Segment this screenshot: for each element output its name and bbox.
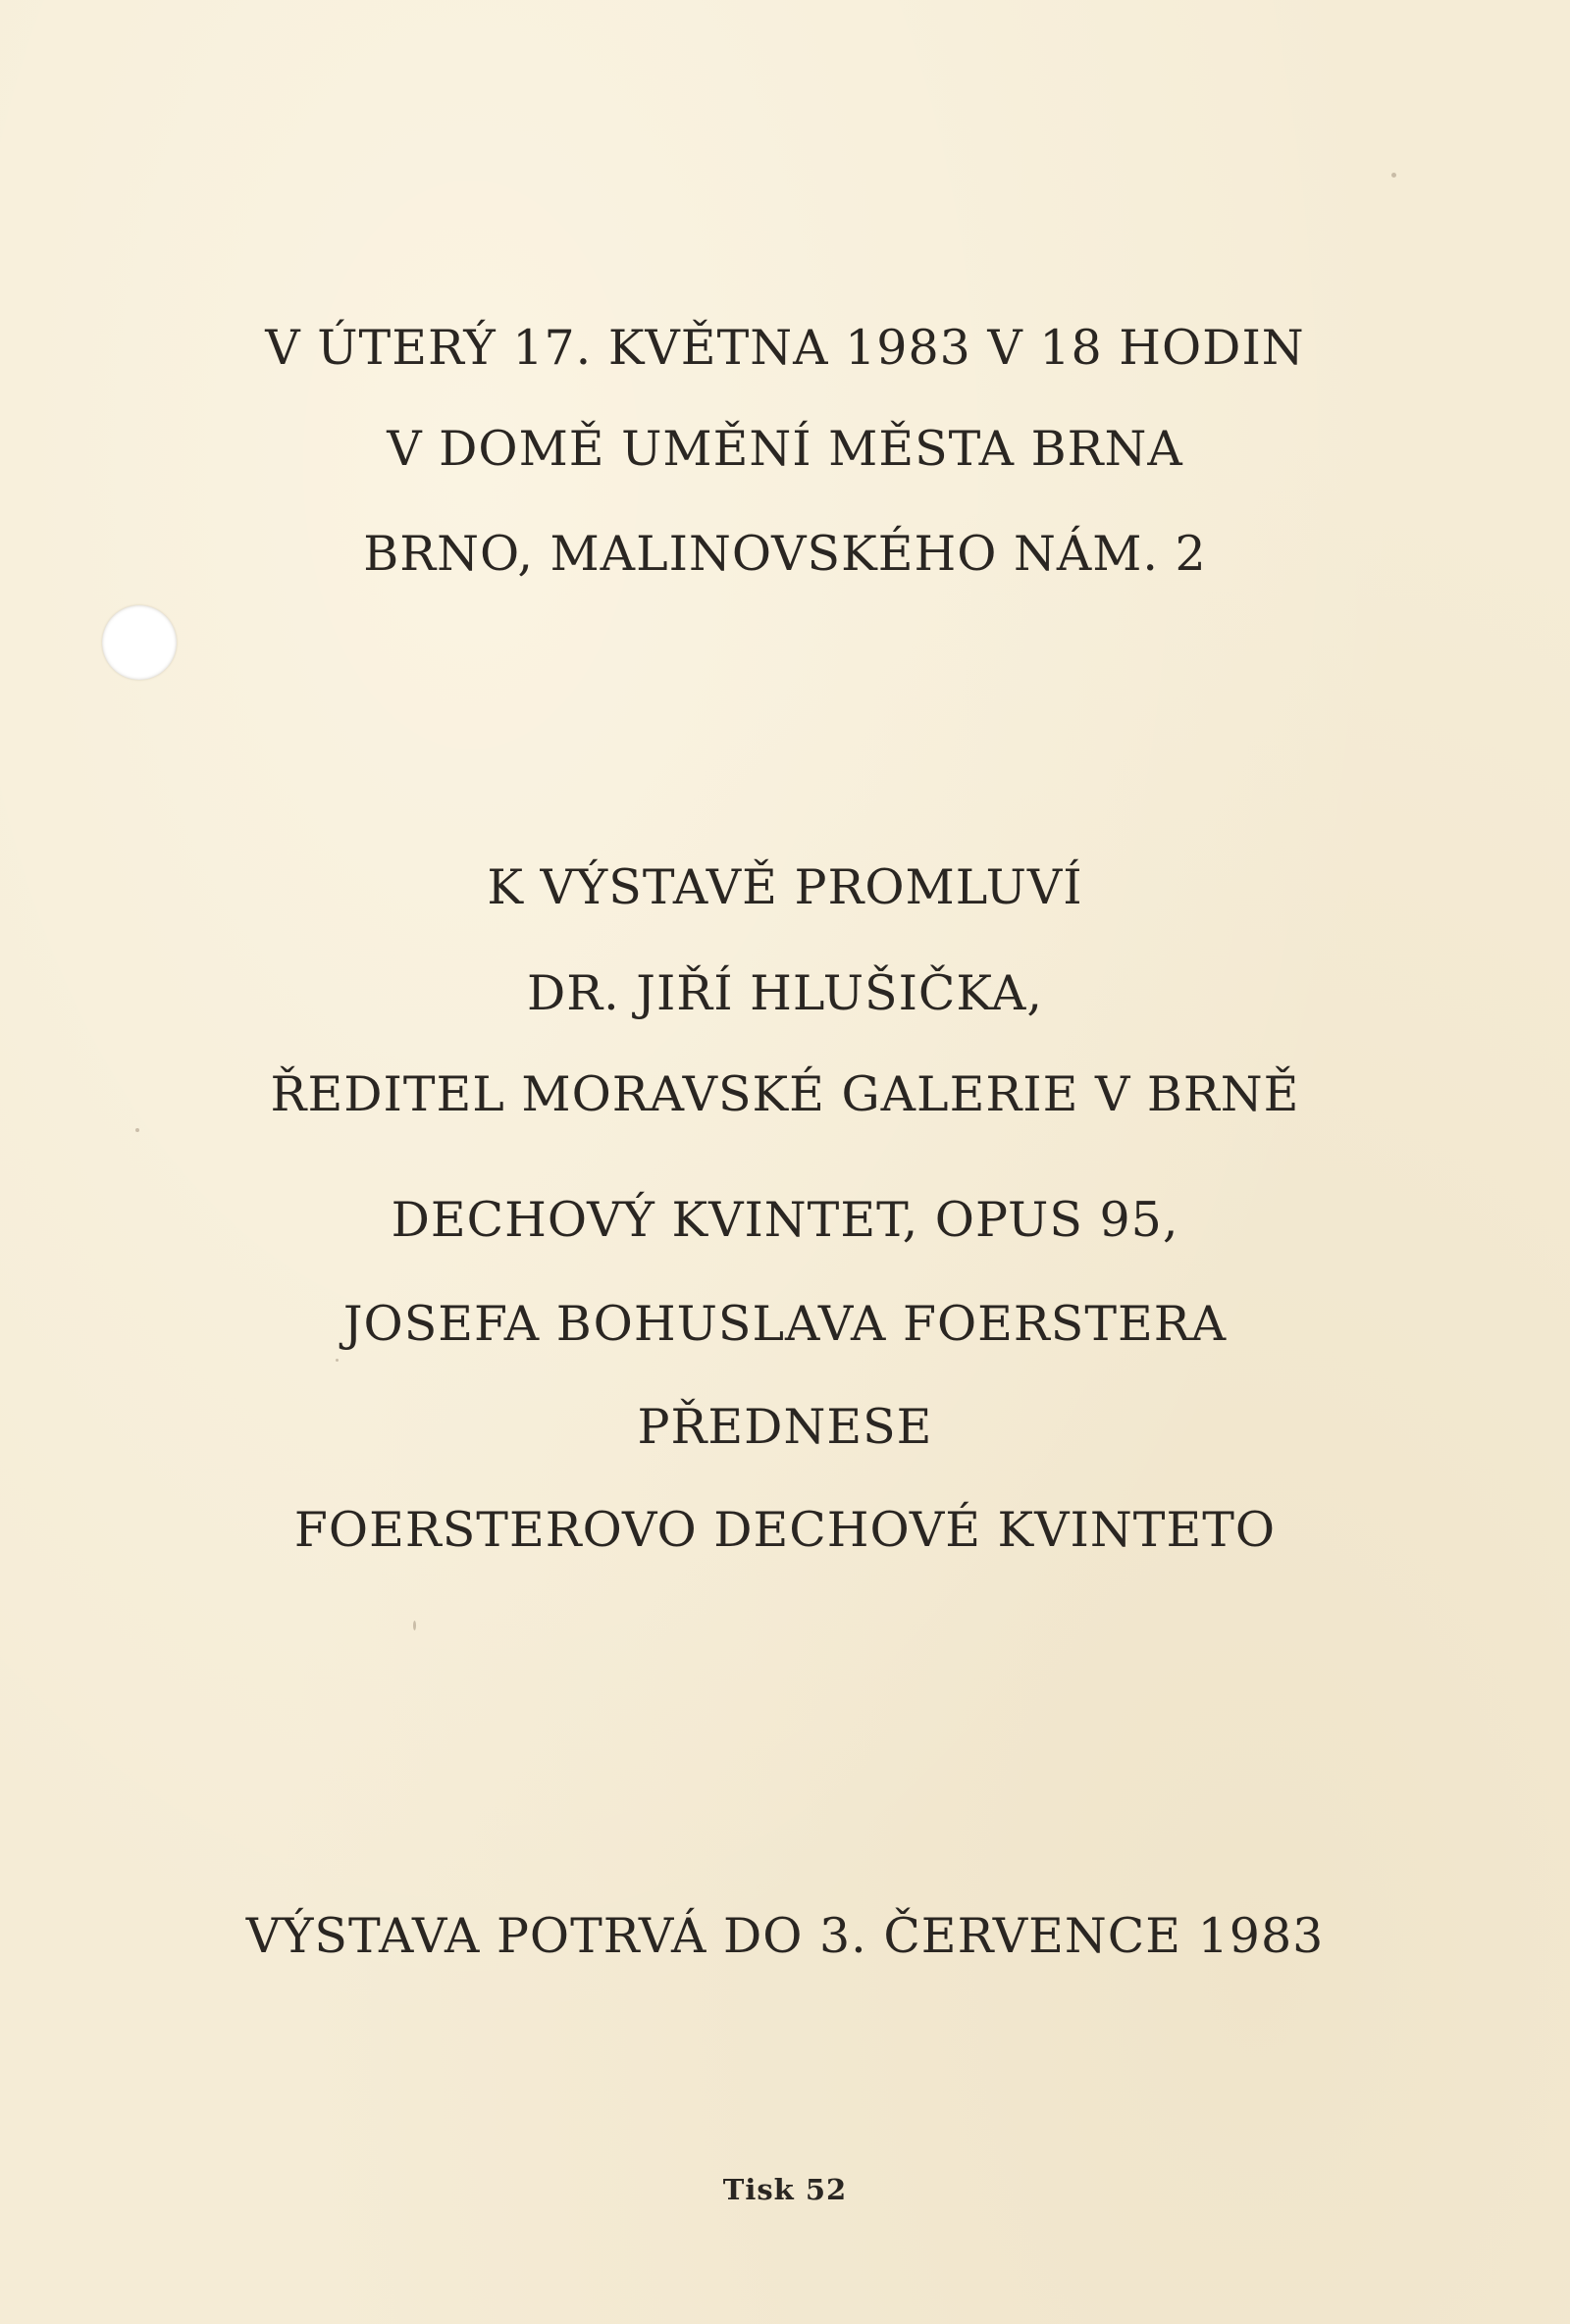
speaker-name-line: DR. JIŘÍ HLUŠIČKA, (526, 965, 1044, 1021)
music-ensemble-line: FOERSTEROVO DECHOVÉ KVINTETO (293, 1502, 1277, 1558)
event-date-line: V ÚTERÝ 17. KVĚTNA 1983 V 18 HODIN (265, 320, 1305, 376)
paper-speck (336, 1359, 339, 1362)
music-composer-line: JOSEFA BOHUSLAVA FOERSTERA (342, 1296, 1228, 1352)
paper-speck (413, 1621, 416, 1630)
punch-hole (102, 605, 177, 680)
speaker-title-line: ŘEDITEL MORAVSKÉ GALERIE V BRNĚ (270, 1066, 1300, 1122)
event-venue-line: V DOMĚ UMĚNÍ MĚSTA BRNA (387, 421, 1183, 477)
paper-speck (1391, 173, 1396, 178)
music-piece-line: DECHOVÝ KVINTET, OPUS 95, (391, 1192, 1179, 1248)
event-address-line: BRNO, MALINOVSKÉHO NÁM. 2 (363, 526, 1207, 582)
paper-speck (135, 1128, 139, 1132)
music-performed-line: PŘEDNESE (637, 1399, 933, 1455)
exhibition-duration-line: VÝSTAVA POTRVÁ DO 3. ČERVENCE 1983 (245, 1908, 1325, 1964)
speaker-intro-line: K VÝSTAVĚ PROMLUVÍ (487, 859, 1083, 915)
print-mark: Tisk 52 (722, 2173, 848, 2206)
